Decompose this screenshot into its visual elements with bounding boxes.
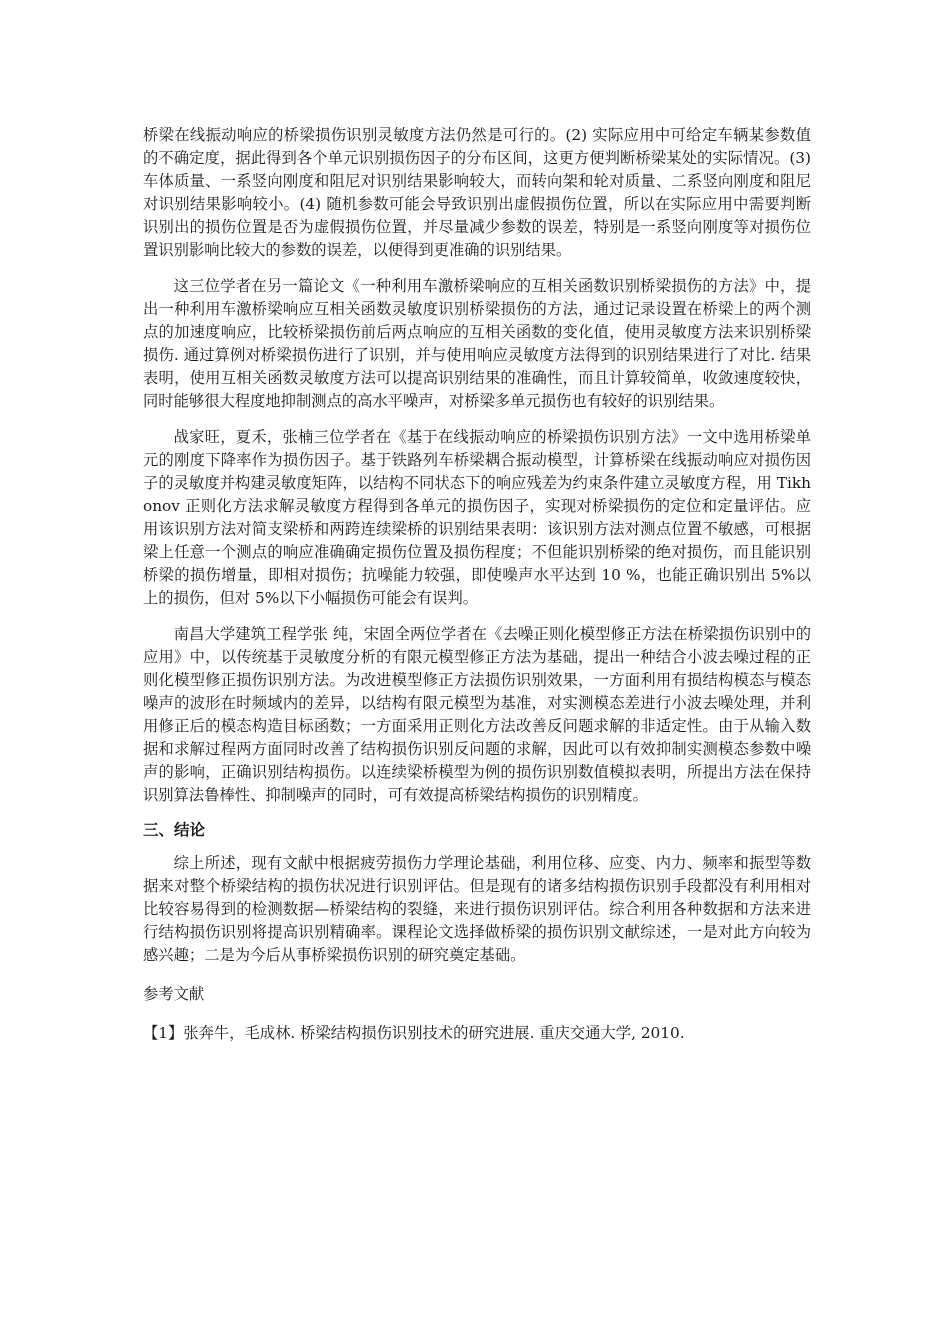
body-paragraph-2: 这三位学者在另一篇论文《一种利用车激桥梁响应的互相关函数识别桥梁损伤的方法》中，提出一种利用车激桥梁响应互相关函数灵敏度识别桥梁损伤的方法，通过记录设置在桥梁上的两个测点的加速度响应，比较桥梁损伤前后两点响应的互相关函数的变化值，使用灵敏度方法来识别桥梁损伤. 通过算例对桥梁损伤进行了识别，并与使用响应灵敏度方法得到的识别结果进行了对比. 结果表明，使用互相关函数灵敏度方法可以提高识别结果的准确性，而且计算较简单，收敛速度较快，同时能够很大程度地抑制测点的高水平噪声，对桥梁多单元损伤也有较好的识别结果。 — [143, 277, 811, 410]
body-paragraph-3: 战家旺，夏禾，张楠三位学者在《基于在线振动响应的桥梁损伤识别方法》一文中选用桥梁单元的刚度下降率作为损伤因子。基于铁路列车桥梁耦合振动模型，计算桥梁在线振动响应对损伤因子的灵敏度并构建灵敏度矩阵，以结构不同状态下的响应残差为约束条件建立灵敏度方程，用 Tikhonov 正则化方法求解灵敏度方程得到各单元的损伤因子，实现对桥梁损伤的定位和定量评估。应用该识别方法对简支梁桥和两跨连续梁桥的识别结果表明：该识别方法对测点位置不敏感，可根据梁上任意一个测点的响应准确确定损伤位置及损伤程度；不但能识别桥梁的绝对损伤，而且能识别桥梁的损伤增量，即相对损伤；抗噪能力较强，即使噪声水平达到 10 %，也能正确识别出 5%以上的损伤，但对 5%以下小幅损伤可能会有误判。 — [143, 428, 811, 607]
body-paragraph-1: 桥梁在线振动响应的桥梁损伤识别灵敏度方法仍然是可行的。(2) 实际应用中可给定车辆某参数值的不确定度，据此得到各个单元识别损伤因子的分布区间，这更方便判断桥梁某处的实际情况。(3) 车体质量、一系竖向刚度和阻尼对识别结果影响较大，而转向架和轮对质量、二系竖向刚度和阻尼对识别结果影响较小。(4) 随机参数可能会导致识别出虚假损伤位置，所以在实际应用中需要判断识别出的损伤位置是否为虚假损伤位置，并尽量减少参数的误差，特别是一系竖向刚度等对损伤位置识别影响比较大的参数的误差，以便得到更准确的识别结果。 — [143, 126, 811, 259]
reference-item-1: 【1】张奔牛，毛成林. 桥梁结构损伤识别技术的研究进展. 重庆交通大学, 2010. — [143, 1024, 685, 1042]
page-content — [143, 124, 811, 1045]
body-paragraph-4: 南昌大学建筑工程学张 纯，宋固全两位学者在《去噪正则化模型修正方法在桥梁损伤识别中的应用》中，以传统基于灵敏度分析的有限元模型修正方法为基础，提出一种结合小波去噪过程的正则化模型修正损伤识别方法。为改进模型修正方法损伤识别效果，一方面利用有损结构模态与模态噪声的波形在时频域内的差异，以结构有限元模型为基准，对实测模态差进行小波去噪处理，并利用修正后的模态构造目标函数；一方面采用正则化方法改善反问题求解的非适定性。由于从输入数据和求解过程两方面同时改善了结构损伤识别反问题的求解，因此可以有效抑制实测模态参数中噪声的影响，正确识别结构损伤。以连续梁桥模型为例的损伤识别数值模拟表明，所提出方法在保持识别算法鲁棒性、抑制噪声的同时，可有效提高桥梁结构损伤的识别精度。 — [143, 625, 811, 804]
conclusion-paragraph: 综上所述，现有文献中根据疲劳损伤力学理论基础，利用位移、应变、内力、频率和振型等数据来对整个桥梁结构的损伤状况进行识别评估。但是现有的诸多结构损伤识别手段都没有利用相对比较容易得到的检测数据—桥梁结构的裂缝，来进行损伤识别评估。综合利用各种数据和方法来进行结构损伤识别将提高识别精确率。课程论文选择做桥梁的损伤识别文献综述，一是对此方向较为感兴趣；二是为今后从事桥梁损伤识别的研究奠定基础。 — [143, 854, 811, 964]
section-heading-conclusion: 三、结论 — [143, 821, 206, 839]
references-title: 参考文献 — [143, 985, 205, 1003]
